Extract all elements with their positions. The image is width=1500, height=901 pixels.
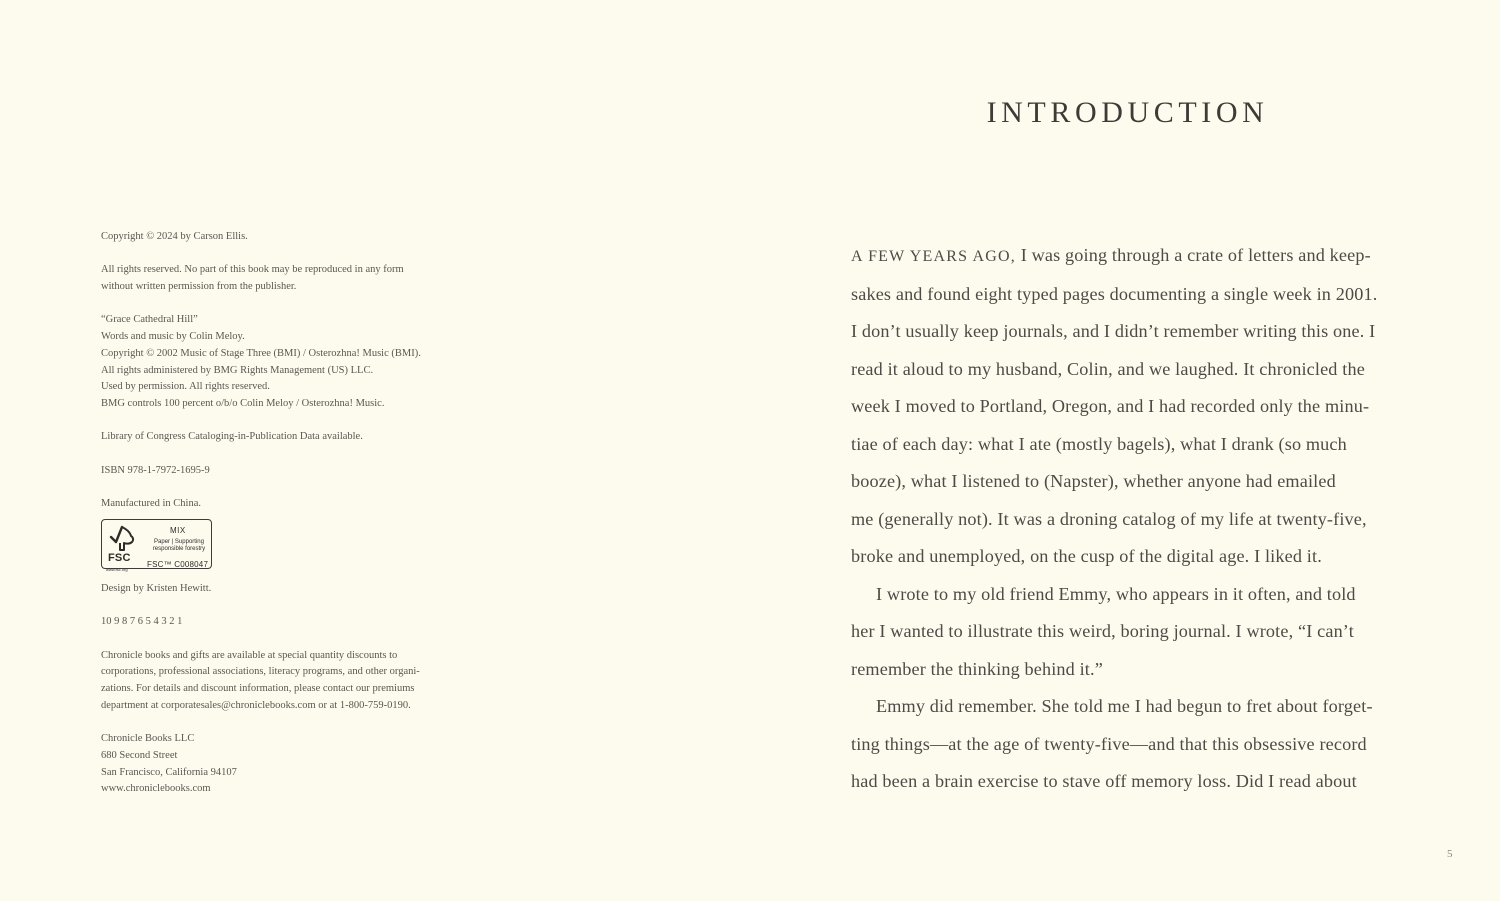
isbn-line: ISBN 978-1-7972-1695-9: [101, 464, 210, 476]
page-number: 5: [1447, 848, 1453, 860]
opening-line-rest: I was going through a crate of letters and keep-: [1016, 245, 1371, 265]
body-line: me (generally not). It was a droning catalog of my life at twenty-five,: [851, 508, 1367, 529]
body-line: read it aloud to my husband, Colin, and we laughed. It chronicled the: [851, 358, 1365, 379]
body-line: ting things—at the age of twenty-five—and that this obsessive record: [851, 733, 1367, 754]
fsc-certification-logo: [101, 519, 212, 572]
body-line: her I wanted to illustrate this weird, boring journal. I wrote, “I can’t: [851, 621, 1354, 641]
publisher-website: www.chroniclebooks.com: [101, 783, 211, 795]
introduction-body: [851, 237, 1411, 801]
special-sales-line: corporations, professional associations, literacy programs, and other organi-: [101, 666, 420, 678]
design-credit: Design by Kristen Hewitt.: [101, 582, 212, 594]
body-line: Emmy did remember. She told me I had begun to fret about forget-: [876, 696, 1373, 716]
library-of-congress-line: Library of Congress Cataloging-in-Publication Data available.: [101, 431, 363, 443]
song-credit-line: Words and music by Colin Meloy.: [101, 331, 245, 343]
fsc-paper-line: responsible forestry: [152, 545, 206, 552]
special-sales-line: Chronicle books and gifts are available at special quantity discounts to: [101, 649, 398, 661]
body-line: sakes and found eight typed pages documenting a single week in 2001.: [851, 283, 1378, 304]
song-credit-line: Copyright © 2002 Music of Stage Three (BMI) / Osterozhna! Music (BMI).: [101, 347, 421, 359]
body-line: week I moved to Portland, Oregon, and I had recorded only the minu-: [851, 396, 1370, 416]
rights-line: without written permission from the publisher.: [101, 281, 297, 293]
copyright-page: [101, 229, 446, 798]
chapter-title: INTRODUCTION: [986, 96, 1269, 129]
copyright-notice: Copyright © 2024 by Carson Ellis.: [101, 231, 248, 242]
fsc-paper-line: Paper | Supporting: [154, 538, 204, 545]
publisher-address-line: 680 Second Street: [101, 749, 178, 761]
fsc-license-code: FSC™ C008047: [147, 559, 209, 569]
publisher-address-line: Chronicle Books LLC: [101, 733, 195, 745]
song-credit-line: BMG controls 100 percent o/b/o Colin Meloy / Osterozhna! Music.: [101, 398, 385, 409]
body-line: booze), what I listened to (Napster), whether anyone had emailed: [851, 471, 1336, 491]
special-sales-line: department at corporatesales@chroniclebooks.com or at 1-800-759-0190.: [101, 699, 411, 711]
song-credit-line: All rights administered by BMG Rights Management (US) LLC.: [101, 364, 374, 376]
body-line: I wrote to my old friend Emmy, who appears in it often, and told: [876, 583, 1356, 604]
song-credit-line: Used by permission. All rights reserved.: [101, 381, 270, 393]
opening-small-caps: A FEW YEARS AGO,: [851, 248, 1016, 265]
rights-line: All rights reserved. No part of this book may be reproduced in any form: [101, 264, 404, 276]
fsc-mark-text: FSC: [108, 551, 131, 564]
fsc-paper-text: [149, 539, 209, 553]
body-line: remember the thinking behind it.”: [851, 658, 1103, 679]
body-line: I don’t usually keep journals, and I didn’t remember writing this one. I: [851, 321, 1376, 341]
special-sales-line: zations. For details and discount information, please contact our premiums: [101, 683, 415, 695]
printing-line: 10 9 8 7 6 5 4 3 2 1: [101, 616, 183, 628]
fsc-url-text: www.fsc.org: [106, 566, 128, 572]
body-line: tiae of each day: what I ate (mostly bagels), what I drank (so much: [851, 433, 1347, 454]
song-credit-line: “Grace Cathedral Hill”: [101, 314, 198, 326]
fsc-mix-label: MIX: [170, 525, 186, 535]
body-line: broke and unemployed, on the cusp of the digital age. I liked it.: [851, 546, 1322, 566]
manufactured-line: Manufactured in China.: [101, 498, 202, 510]
body-line: had been a brain exercise to stave off memory loss. Did I read about: [851, 771, 1357, 791]
fsc-tree-checkmark-icon: [107, 523, 137, 553]
publisher-address-line: San Francisco, California 94107: [101, 766, 237, 778]
body-line: [851, 237, 1411, 276]
